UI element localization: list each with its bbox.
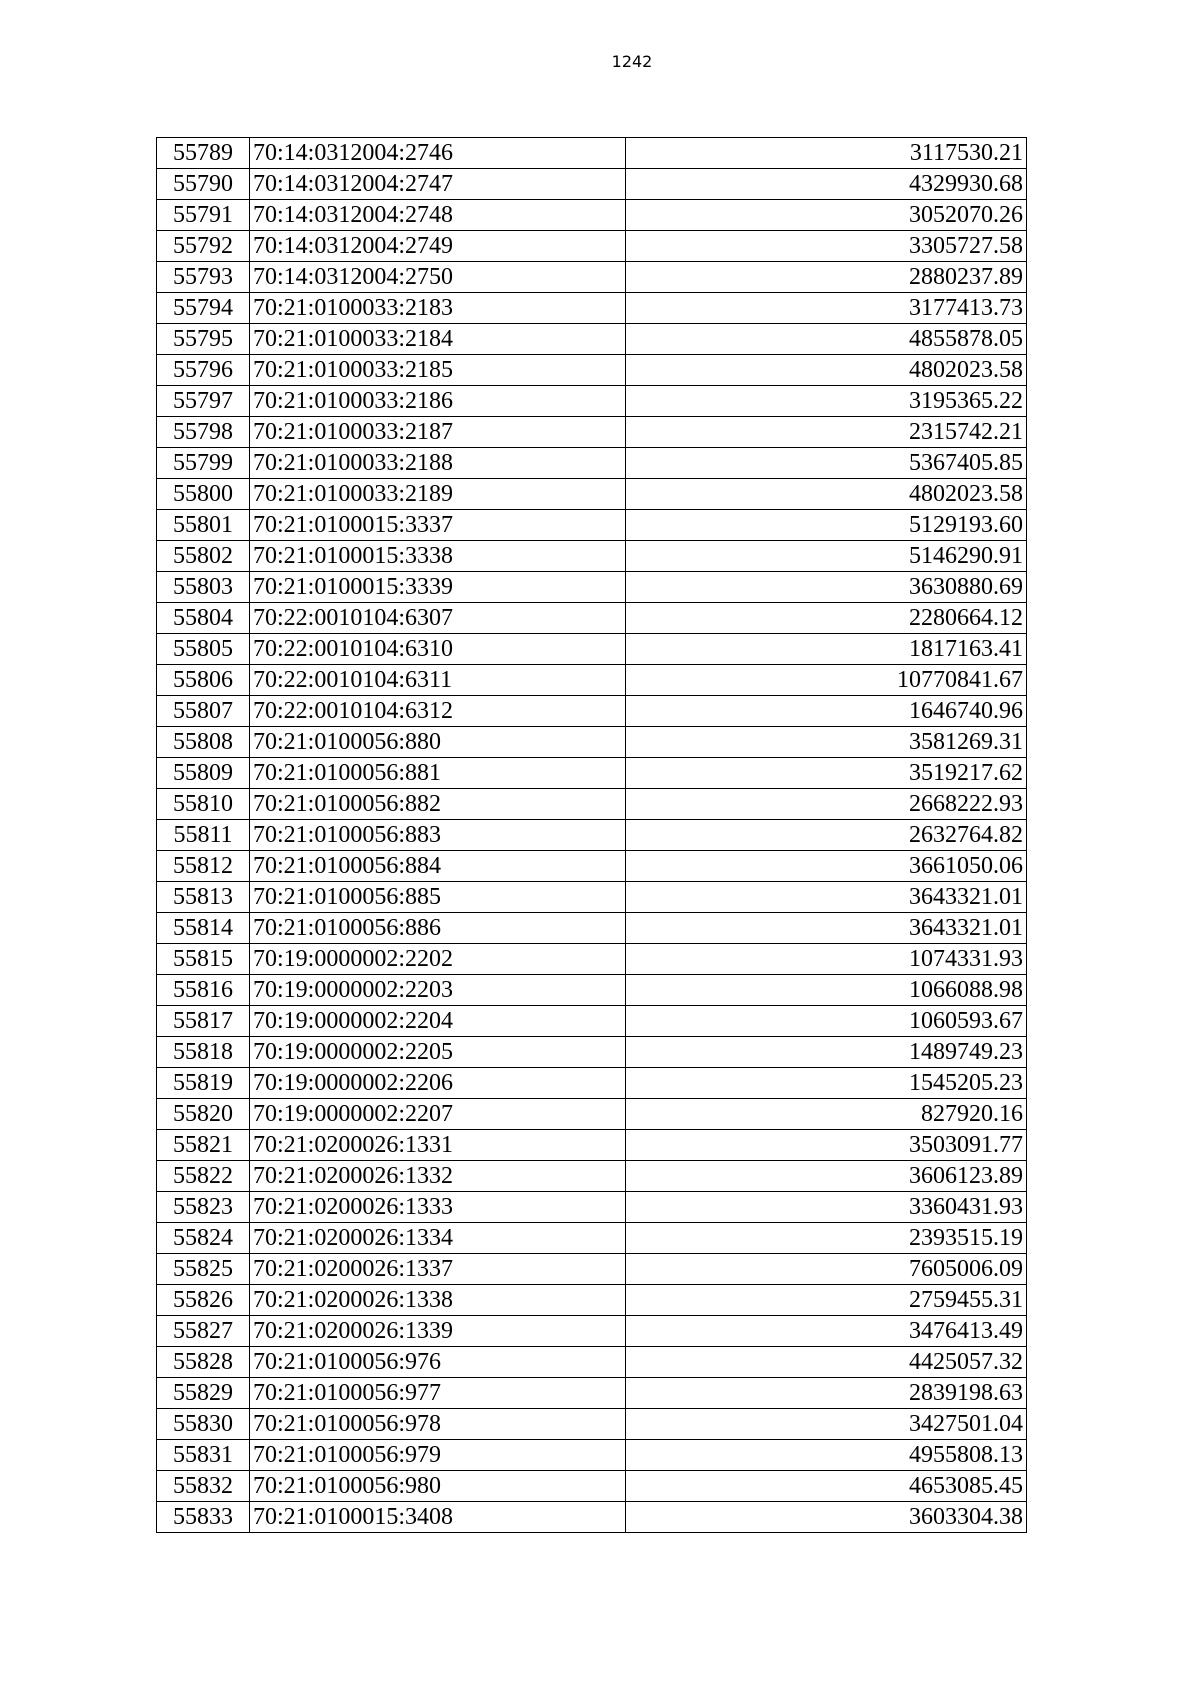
cadastral-value-cell: 2315742.21 [626,417,1027,448]
table-row [157,882,1027,913]
table-row [157,696,1027,727]
cadastral-value-table [156,137,1027,1533]
table-row [157,1254,1027,1285]
table-row [157,479,1027,510]
row-number-cell: 55803 [157,572,250,603]
cadastral-value-cell: 5367405.85 [626,448,1027,479]
row-number-cell: 55824 [157,1223,250,1254]
row-number-cell: 55801 [157,510,250,541]
cadastral-number-cell: 70:22:0010104:6307 [250,603,626,634]
cadastral-value-cell: 3052070.26 [626,200,1027,231]
table-row [157,1502,1027,1533]
row-number-cell: 55791 [157,200,250,231]
cadastral-value-cell: 7605006.09 [626,1254,1027,1285]
cadastral-number-cell: 70:21:0100056:980 [250,1471,626,1502]
table-row [157,851,1027,882]
table-row [157,1471,1027,1502]
row-number-cell: 55805 [157,634,250,665]
table-row [157,603,1027,634]
table-row [157,1068,1027,1099]
table-row [157,665,1027,696]
cadastral-value-cell: 3427501.04 [626,1409,1027,1440]
cadastral-number-cell: 70:21:0100056:882 [250,789,626,820]
row-number-cell: 55796 [157,355,250,386]
cadastral-value-cell: 4855878.05 [626,324,1027,355]
row-number-cell: 55799 [157,448,250,479]
table-row [157,1347,1027,1378]
cadastral-number-cell: 70:22:0010104:6311 [250,665,626,696]
cadastral-number-cell: 70:21:0100015:3408 [250,1502,626,1533]
row-number-cell: 55828 [157,1347,250,1378]
row-number-cell: 55789 [157,138,250,169]
cadastral-value-cell: 1646740.96 [626,696,1027,727]
table-row [157,975,1027,1006]
cadastral-number-cell: 70:21:0100033:2186 [250,386,626,417]
row-number-cell: 55798 [157,417,250,448]
row-number-cell: 55823 [157,1192,250,1223]
row-number-cell: 55820 [157,1099,250,1130]
table-row [157,324,1027,355]
cadastral-number-cell: 70:21:0100015:3338 [250,541,626,572]
cadastral-number-cell: 70:21:0100056:978 [250,1409,626,1440]
cadastral-value-cell: 3195365.22 [626,386,1027,417]
cadastral-number-cell: 70:21:0100056:880 [250,727,626,758]
row-number-cell: 55815 [157,944,250,975]
row-number-cell: 55826 [157,1285,250,1316]
cadastral-value-cell: 2393515.19 [626,1223,1027,1254]
row-number-cell: 55810 [157,789,250,820]
row-number-cell: 55795 [157,324,250,355]
table-row [157,541,1027,572]
table-row [157,262,1027,293]
row-number-cell: 55830 [157,1409,250,1440]
cadastral-value-cell: 3603304.38 [626,1502,1027,1533]
cadastral-value-cell: 3643321.01 [626,913,1027,944]
table-row [157,510,1027,541]
cadastral-value-cell: 4802023.58 [626,355,1027,386]
cadastral-number-cell: 70:14:0312004:2750 [250,262,626,293]
cadastral-value-cell: 1817163.41 [626,634,1027,665]
row-number-cell: 55816 [157,975,250,1006]
row-number-cell: 55806 [157,665,250,696]
cadastral-value-cell: 1545205.23 [626,1068,1027,1099]
cadastral-number-cell: 70:21:0200026:1339 [250,1316,626,1347]
cadastral-value-cell: 1074331.93 [626,944,1027,975]
cadastral-value-cell: 4955808.13 [626,1440,1027,1471]
cadastral-value-cell: 2759455.31 [626,1285,1027,1316]
row-number-cell: 55819 [157,1068,250,1099]
cadastral-number-cell: 70:21:0200026:1331 [250,1130,626,1161]
cadastral-value-cell: 5129193.60 [626,510,1027,541]
table-row [157,1130,1027,1161]
table-row [157,1099,1027,1130]
cadastral-number-cell: 70:21:0100056:884 [250,851,626,882]
cadastral-value-cell: 3606123.89 [626,1161,1027,1192]
row-number-cell: 55811 [157,820,250,851]
table-row [157,1285,1027,1316]
row-number-cell: 55821 [157,1130,250,1161]
table-row [157,231,1027,262]
row-number-cell: 55825 [157,1254,250,1285]
row-number-cell: 55804 [157,603,250,634]
row-number-cell: 55831 [157,1440,250,1471]
cadastral-number-cell: 70:19:0000002:2205 [250,1037,626,1068]
cadastral-value-cell: 3661050.06 [626,851,1027,882]
table-row [157,634,1027,665]
cadastral-number-cell: 70:14:0312004:2747 [250,169,626,200]
cadastral-number-cell: 70:19:0000002:2203 [250,975,626,1006]
cadastral-value-cell: 2280664.12 [626,603,1027,634]
cadastral-number-cell: 70:21:0100056:886 [250,913,626,944]
table-row [157,448,1027,479]
row-number-cell: 55790 [157,169,250,200]
row-number-cell: 55833 [157,1502,250,1533]
cadastral-value-cell: 1489749.23 [626,1037,1027,1068]
row-number-cell: 55817 [157,1006,250,1037]
cadastral-number-cell: 70:19:0000002:2207 [250,1099,626,1130]
table-row [157,1409,1027,1440]
cadastral-number-cell: 70:21:0100056:976 [250,1347,626,1378]
cadastral-value-cell: 4425057.32 [626,1347,1027,1378]
cadastral-number-cell: 70:21:0100056:885 [250,882,626,913]
row-number-cell: 55813 [157,882,250,913]
row-number-cell: 55794 [157,293,250,324]
cadastral-value-cell: 2632764.82 [626,820,1027,851]
table-row [157,138,1027,169]
row-number-cell: 55802 [157,541,250,572]
row-number-cell: 55822 [157,1161,250,1192]
cadastral-number-cell: 70:14:0312004:2748 [250,200,626,231]
cadastral-number-cell: 70:22:0010104:6312 [250,696,626,727]
cadastral-value-cell: 2839198.63 [626,1378,1027,1409]
cadastral-number-cell: 70:21:0100056:883 [250,820,626,851]
table-row [157,727,1027,758]
cadastral-number-cell: 70:19:0000002:2206 [250,1068,626,1099]
table-row [157,789,1027,820]
cadastral-value-cell: 3177413.73 [626,293,1027,324]
row-number-cell: 55818 [157,1037,250,1068]
table-row [157,200,1027,231]
cadastral-value-cell: 3360431.93 [626,1192,1027,1223]
cadastral-value-cell: 2880237.89 [626,262,1027,293]
cadastral-number-cell: 70:21:0100056:979 [250,1440,626,1471]
table-row [157,1161,1027,1192]
cadastral-value-cell: 4802023.58 [626,479,1027,510]
cadastral-value-cell: 1060593.67 [626,1006,1027,1037]
row-number-cell: 55807 [157,696,250,727]
table-row [157,1378,1027,1409]
table-row [157,1316,1027,1347]
cadastral-number-cell: 70:19:0000002:2202 [250,944,626,975]
table-row [157,572,1027,603]
cadastral-number-cell: 70:21:0100056:977 [250,1378,626,1409]
cadastral-value-cell: 2668222.93 [626,789,1027,820]
page-number: 1242 [611,52,653,71]
table-row [157,913,1027,944]
row-number-cell: 55792 [157,231,250,262]
cadastral-number-cell: 70:21:0100033:2189 [250,479,626,510]
table-row [157,944,1027,975]
row-number-cell: 55809 [157,758,250,789]
table-row [157,1192,1027,1223]
cadastral-number-cell: 70:21:0100015:3337 [250,510,626,541]
row-number-cell: 55829 [157,1378,250,1409]
row-number-cell: 55832 [157,1471,250,1502]
cadastral-value-cell: 3305727.58 [626,231,1027,262]
cadastral-value-cell: 4653085.45 [626,1471,1027,1502]
cadastral-value-cell: 827920.16 [626,1099,1027,1130]
table-row [157,355,1027,386]
table-row [157,1440,1027,1471]
row-number-cell: 55797 [157,386,250,417]
cadastral-number-cell: 70:21:0200026:1337 [250,1254,626,1285]
cadastral-value-cell: 1066088.98 [626,975,1027,1006]
row-number-cell: 55800 [157,479,250,510]
table-row [157,386,1027,417]
cadastral-value-cell: 10770841.67 [626,665,1027,696]
row-number-cell: 55793 [157,262,250,293]
cadastral-number-cell: 70:21:0100056:881 [250,758,626,789]
cadastral-number-cell: 70:19:0000002:2204 [250,1006,626,1037]
table-row [157,758,1027,789]
table-row [157,169,1027,200]
cadastral-value-cell: 5146290.91 [626,541,1027,572]
cadastral-number-cell: 70:21:0200026:1338 [250,1285,626,1316]
table-row [157,820,1027,851]
cadastral-number-cell: 70:14:0312004:2749 [250,231,626,262]
cadastral-number-cell: 70:21:0100015:3339 [250,572,626,603]
row-number-cell: 55812 [157,851,250,882]
cadastral-number-cell: 70:21:0100033:2187 [250,417,626,448]
table-row [157,1223,1027,1254]
cadastral-number-cell: 70:21:0100033:2183 [250,293,626,324]
row-number-cell: 55808 [157,727,250,758]
cadastral-value-cell: 3503091.77 [626,1130,1027,1161]
cadastral-value-cell: 3519217.62 [626,758,1027,789]
cadastral-value-cell: 3630880.69 [626,572,1027,603]
table-row [157,1006,1027,1037]
cadastral-number-cell: 70:21:0200026:1334 [250,1223,626,1254]
cadastral-number-cell: 70:22:0010104:6310 [250,634,626,665]
cadastral-value-cell: 3476413.49 [626,1316,1027,1347]
cadastral-number-cell: 70:14:0312004:2746 [250,138,626,169]
cadastral-value-cell: 3643321.01 [626,882,1027,913]
cadastral-number-cell: 70:21:0200026:1333 [250,1192,626,1223]
cadastral-value-cell: 3117530.21 [626,138,1027,169]
cadastral-value-cell: 3581269.31 [626,727,1027,758]
table-row [157,293,1027,324]
table-row [157,417,1027,448]
table-row [157,1037,1027,1068]
table-body [157,138,1027,1533]
cadastral-number-cell: 70:21:0100033:2188 [250,448,626,479]
row-number-cell: 55827 [157,1316,250,1347]
row-number-cell: 55814 [157,913,250,944]
cadastral-number-cell: 70:21:0100033:2184 [250,324,626,355]
cadastral-value-cell: 4329930.68 [626,169,1027,200]
cadastral-number-cell: 70:21:0200026:1332 [250,1161,626,1192]
cadastral-number-cell: 70:21:0100033:2185 [250,355,626,386]
